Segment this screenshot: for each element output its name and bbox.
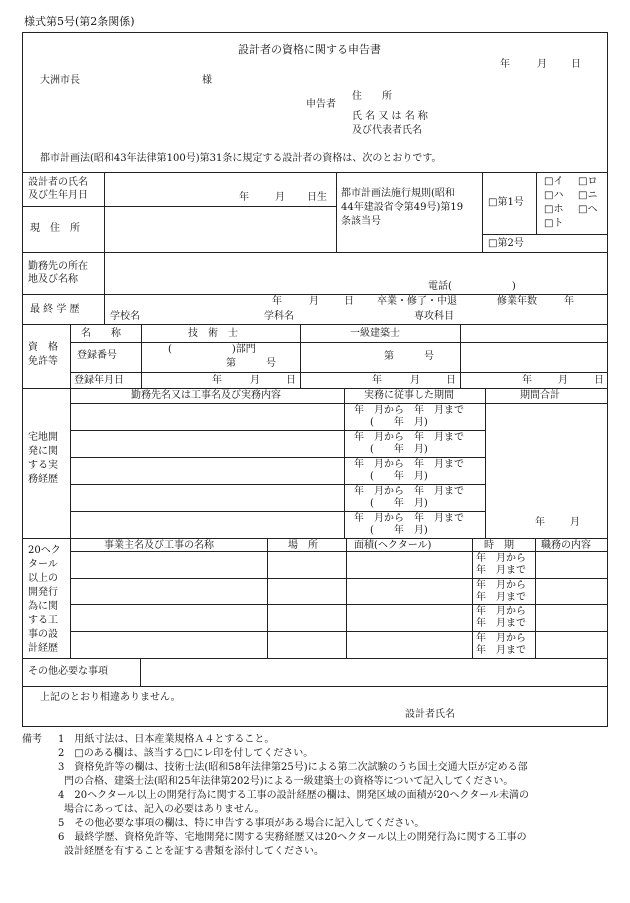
designer-signature-label: 設計者氏名 (405, 709, 455, 720)
edu-day: 日 (344, 296, 354, 307)
notes-head: 備考 (22, 734, 42, 745)
design-exp-label-3: 以上の (28, 573, 58, 584)
check-ro[interactable]: □ロ (578, 176, 598, 187)
exp-total-months: 月 (570, 517, 580, 528)
note-1: 1 用紙寸法は、日本産業規格Ａ４とすること。 (58, 734, 275, 745)
exp-row1-duration: ( 年 月) (370, 417, 428, 428)
addressee-honorific: 様 (202, 75, 212, 86)
qual-name-label: 名 称 (81, 328, 121, 339)
design-exp-label-1: 20ヘク (28, 545, 61, 556)
edu-status: 卒業・修了・中退 (377, 296, 457, 307)
exp-row5-duration: ( 年 月) (370, 525, 428, 536)
qual-kenchikushi: 一級建築士 (350, 328, 400, 339)
reg-date-year-2: 年 (372, 375, 382, 386)
check-i[interactable]: □イ (544, 176, 564, 187)
major-label: 専攻科目 (414, 311, 454, 322)
check-ha[interactable]: □ハ (544, 190, 564, 201)
birth-month: 月 (275, 192, 285, 203)
design-exp-label-5: 為に関 (28, 601, 58, 612)
note-5: 5 その他必要な事項の欄は、特に申告する事項がある場合に記入してください。 (58, 818, 425, 829)
reg-date-month-1: 月 (250, 375, 260, 386)
declarant-rep-label: 及び代表者氏名 (352, 125, 422, 136)
experience-label-4: 務経歴 (28, 474, 58, 485)
date-day: 日 (571, 59, 581, 70)
exp-row3-duration: ( 年 月) (370, 471, 428, 482)
workplace-label-1: 勤務先の所在 (28, 261, 88, 272)
doc-title: 設計者の資格に関する申告書 (238, 43, 381, 56)
rule-label-3: 条該当号 (341, 216, 381, 227)
experience-label-1: 宅地開 (28, 432, 58, 443)
edu-month: 月 (309, 296, 319, 307)
intro-statement: 都市計画法(昭和43年法律第100号)第31条に規定する設計者の資格は、次のとおりです。 (40, 153, 442, 164)
frame-left (22, 32, 23, 727)
design-col-project: 事業主名及び工事の名称 (104, 540, 214, 551)
declarant-address-label: 住 所 (352, 91, 392, 102)
note-3: 3 資格免許等の欄は、技術士法(昭和58年法律第25号)による第二次試験のうち国土交通大臣が定める部 (58, 762, 528, 773)
check-he[interactable]: □ヘ (578, 204, 598, 215)
tech-reg-no: 第 号 (226, 358, 276, 369)
check-ni[interactable]: □ニ (578, 190, 598, 201)
experience-label-3: する実 (28, 460, 58, 471)
design-exp-label-8: 計経歴 (28, 643, 58, 654)
design-row2-to: 年 月まで (476, 592, 526, 603)
current-address-label: 現 住 所 (30, 223, 80, 234)
date-month: 月 (537, 59, 547, 70)
addressee: 大洲市長 (40, 75, 80, 86)
rule-label-1: 都市計画法施行規則(昭和 (341, 188, 455, 199)
note-4: 4 20ヘクタール以上の開発行為に関する工事の設計経歴の欄は、開発区域の面積が20ヘクタール未満の (58, 790, 530, 801)
note-6: 6 最終学歴、資格免許等、宅地開発に関する実務経歴又は20ヘクタール以上の開発行為に関する工事の (58, 832, 527, 843)
design-exp-label-4: 開発行 (28, 587, 58, 598)
reg-date-day-1: 日 (286, 375, 296, 386)
design-col-period: 時 期 (484, 540, 514, 551)
frame-bottom (22, 726, 608, 727)
workplace-label-2: 地及び名称 (28, 274, 78, 285)
form-number: 様式第5号(第2条関係) (24, 15, 135, 28)
declarant-name-label: 氏 名 又 は 名 称 (352, 111, 428, 122)
reg-date-month-2: 月 (410, 375, 420, 386)
edu-year: 年 (272, 296, 282, 307)
rule-item-2-checkbox[interactable]: □第2号 (488, 238, 524, 249)
design-row1-to: 年 月まで (476, 565, 526, 576)
designer-name-label-2: 及び生年月日 (28, 190, 88, 201)
note-3-cont: 門の合格、建築士法(昭和25年法律第202号)による一級建築士の資格等について記入してください。 (64, 776, 514, 787)
design-row3-from: 年 月から (476, 606, 526, 617)
exp-row2-period: 年 月から 年 月まで (354, 432, 464, 443)
exp-row3-period: 年 月から 年 月まで (354, 459, 464, 470)
exp-row1-period: 年 月から 年 月まで (354, 405, 464, 416)
frame-top (22, 32, 608, 33)
exp-col-total: 期間合計 (520, 390, 560, 401)
design-exp-label-7: 事の設 (28, 629, 58, 640)
exp-col-period: 実務に従事した期間 (364, 390, 454, 401)
qualification-label-2: 免許等 (28, 356, 58, 367)
design-row1-from: 年 月から (476, 553, 526, 564)
design-col-location: 場 所 (288, 540, 318, 551)
workplace-phone: 電話( ) (428, 281, 516, 292)
note-6-cont: 設計経歴を有することを証する書類を添付してください。 (64, 846, 324, 857)
edu-years-label: 修業年数 (497, 296, 537, 307)
designer-name-label-1: 設計者の氏名 (28, 177, 88, 188)
design-row4-to: 年 月まで (476, 645, 526, 656)
edu-years-unit: 年 (564, 296, 574, 307)
check-to[interactable]: □ト (544, 218, 564, 229)
education-label: 最 終 学 歴 (30, 304, 80, 315)
declarant-label: 申告者 (306, 99, 336, 110)
department-label: 学科名 (264, 311, 294, 322)
rule-item-1-checkbox[interactable]: □第1号 (488, 197, 524, 208)
reg-number-label: 登録番号 (77, 350, 117, 361)
design-row3-to: 年 月まで (476, 618, 526, 629)
exp-row5-period: 年 月から 年 月まで (354, 513, 464, 524)
exp-row4-duration: ( 年 月) (370, 498, 428, 509)
exp-row4-period: 年 月から 年 月まで (354, 486, 464, 497)
note-4-cont: 場合にあっては、記入の必要はありません。 (64, 804, 265, 815)
design-exp-label-6: する工 (28, 615, 58, 626)
qual-gijutsushi: 技 術 士 (188, 328, 238, 339)
reg-date-day-2: 日 (446, 375, 456, 386)
design-row2-from: 年 月から (476, 580, 526, 591)
tech-dept: ( )部門 (168, 344, 256, 355)
birth-year: 年 (239, 192, 249, 203)
check-ho[interactable]: □ホ (544, 204, 564, 215)
experience-label-2: 発に関 (28, 446, 58, 457)
exp-total-years: 年 (535, 517, 545, 528)
birth-day: 日生 (307, 192, 327, 203)
kenchiku-reg-no: 第 号 (384, 351, 434, 362)
design-row4-from: 年 月から (476, 633, 526, 644)
reg-date-label: 登録年月日 (74, 375, 124, 386)
rule-label-2: 44年建設省令第49号)第19 (341, 202, 464, 213)
design-exp-label-2: タール (28, 559, 58, 570)
design-col-role: 職務の内容 (541, 540, 591, 551)
reg-date-year-3: 年 (522, 375, 532, 386)
qualification-label-1: 資 格 (28, 342, 58, 353)
reg-date-day-3: 日 (594, 375, 604, 386)
exp-col-content: 勤務先名又は工事名及び実務内容 (131, 390, 281, 401)
frame-right (607, 32, 608, 727)
other-matters-label: その他必要な事項 (28, 666, 108, 677)
reg-date-month-3: 月 (558, 375, 568, 386)
school-name-label: 学校名 (110, 311, 140, 322)
closing-statement: 上記のとおり相違ありません。 (40, 692, 181, 703)
note-2: 2 □のある欄は、該当する□にレ印を付してください。 (58, 748, 314, 759)
exp-row2-duration: ( 年 月) (370, 444, 428, 455)
reg-date-year-1: 年 (212, 375, 222, 386)
design-col-area: 面積(ヘクタール) (354, 540, 432, 551)
date-year: 年 (500, 59, 510, 70)
